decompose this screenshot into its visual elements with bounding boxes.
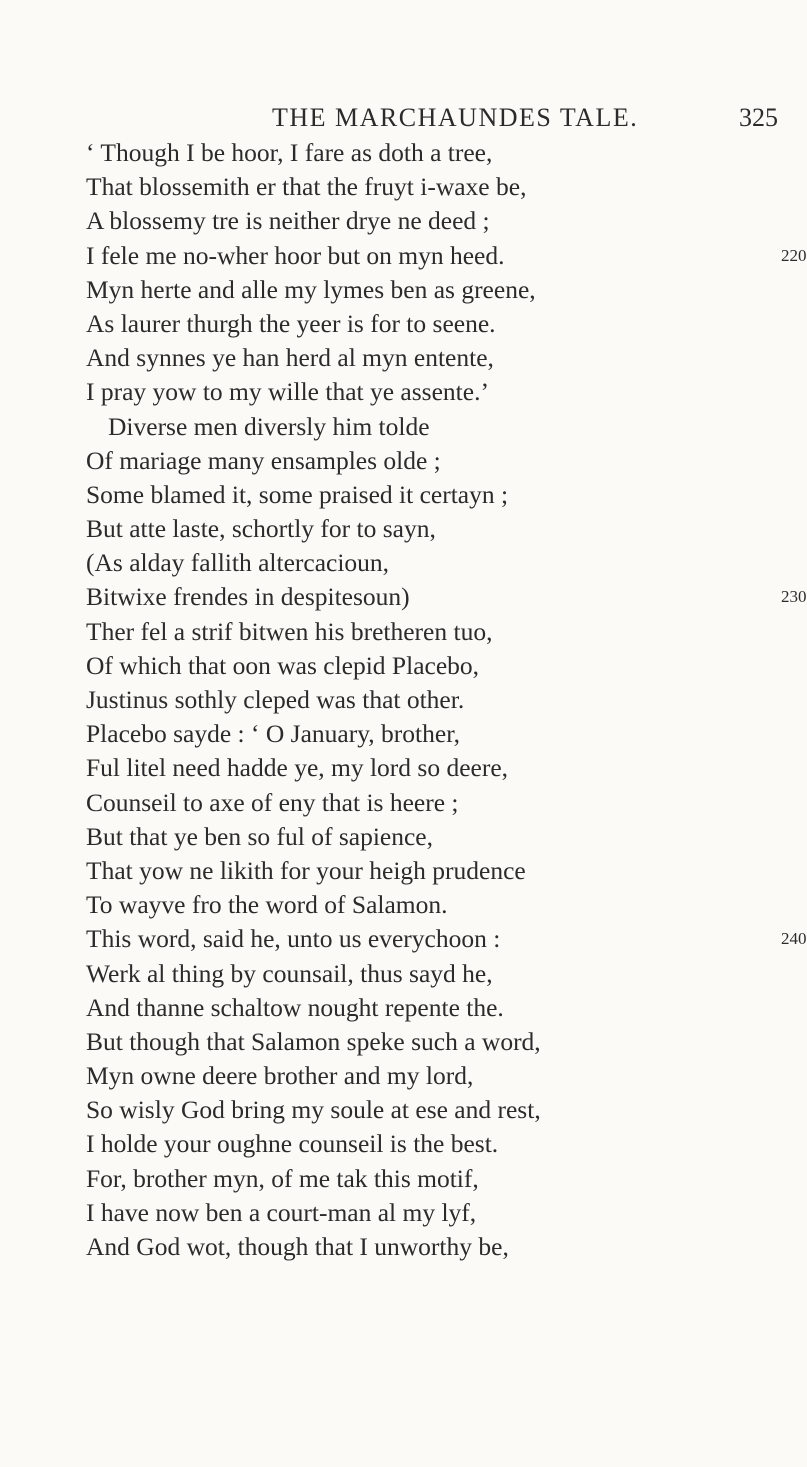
poem-line-text: Some blamed it, some praised it certayn ;	[86, 479, 509, 509]
poem-line	[86, 854, 716, 888]
poem-line-text: This word, said he, unto us everychoon :	[86, 924, 501, 954]
poem-line	[86, 204, 716, 238]
line-number: 230	[781, 587, 807, 607]
poem-line	[86, 683, 716, 717]
poem-line-text: Ful litel need hadde ye, my lord so deere,	[86, 753, 509, 783]
poem-line	[86, 1059, 716, 1093]
poem-line	[86, 1093, 716, 1127]
poem-line-text: To wayve fro the word of Salamon.	[86, 890, 448, 920]
poem-line-text: And God wot, though that I unworthy be,	[86, 1232, 509, 1261]
poem-line	[86, 751, 716, 785]
poem-line	[86, 546, 716, 580]
poem-line-text: But that ye ben so ful of sapience,	[86, 821, 433, 851]
poem-line	[86, 307, 716, 341]
poem-line	[86, 1127, 716, 1161]
poem-line	[86, 512, 716, 546]
poem-line-text: Of which that oon was clepid Placebo,	[86, 650, 480, 680]
page-number: 325	[739, 103, 778, 132]
poem-line-text: So wisly God bring my soule at ese and rest,	[86, 1095, 541, 1125]
poem-line-text: Myn herte and alle my lymes ben as greene,	[86, 274, 536, 304]
poem-line	[86, 888, 716, 922]
poem-line	[86, 649, 716, 683]
poem-line-text: Counseil to axe of eny that is heere ;	[86, 787, 459, 817]
line-number: 220	[781, 245, 807, 265]
poem-line-text: I fele me no-wher hoor but on myn heed.	[86, 240, 505, 270]
poem-line-text: That yow ne likith for your heigh prudence	[86, 855, 526, 885]
poem-line	[86, 1196, 716, 1230]
poem-line	[86, 615, 716, 649]
poem-line-text: And thanne schaltow nought repente the.	[86, 992, 504, 1022]
poem-line	[86, 375, 716, 409]
poem-line	[86, 239, 807, 273]
poem-line	[86, 170, 716, 204]
poem-line-text: ‘ Though I be hoor, I fare as doth a tree,	[86, 138, 493, 167]
poem-line-text: I holde your oughne counseil is the best.	[86, 1129, 499, 1159]
poem-line	[86, 580, 807, 614]
line-number: 240	[781, 929, 807, 949]
poem-line-text: (As alday fallith altercacioun,	[86, 548, 390, 578]
poem-line	[86, 820, 716, 854]
poem-line-text: I pray yow to my wille that ye assente.’	[86, 377, 489, 407]
poem-line-text: Of mariage many ensamples olde ;	[86, 445, 441, 475]
poem-line	[86, 922, 807, 956]
poem-text	[86, 136, 807, 1264]
poem-line	[86, 136, 716, 170]
poem-line	[86, 991, 716, 1025]
poem-line-text: Myn owne deere brother and my lord,	[86, 1061, 474, 1091]
poem-line-text: Placebo sayde : ‘ O January, brother,	[86, 719, 461, 749]
poem-line-text: Justinus sothly cleped was that other.	[86, 685, 465, 714]
poem-line	[86, 786, 716, 820]
poem-line	[86, 410, 716, 444]
poem-line-text: I have now ben a court-man al my lyf,	[86, 1197, 477, 1227]
poem-line-text: And synnes ye han herd al myn entente,	[86, 343, 494, 373]
poem-line	[86, 717, 716, 751]
poem-line	[86, 341, 716, 375]
poem-line	[86, 444, 716, 478]
poem-line-text: That blossemith er that the fruyt i-waxe be,	[86, 172, 527, 202]
poem-line-text: Diverse men diversly him tolde	[108, 411, 430, 441]
poem-line	[86, 1025, 716, 1059]
poem-line-text: But atte laste, schortly for to sayn,	[86, 514, 436, 544]
poem-line	[86, 957, 716, 991]
poem-line-text: As laurer thurgh the yeer is for to seene.	[86, 308, 496, 338]
poem-line	[86, 478, 716, 512]
poem-line-text: Ther fel a strif bitwen his bretheren tuo,	[86, 616, 493, 646]
poem-line-text: But though that Salamon speke such a word,	[86, 1026, 541, 1056]
poem-line-text: Werk al thing by counsail, thus sayd he,	[86, 958, 493, 988]
poem-line-text: A blossemy tre is neither drye ne deed ;	[86, 206, 490, 236]
poem-line-text: Bitwixe frendes in despitesoun)	[86, 582, 410, 612]
poem-line	[86, 1162, 716, 1196]
running-head-title: THE MARCHAUNDES TALE.	[272, 103, 639, 132]
poem-line	[86, 1230, 716, 1264]
poem-line-text: For, brother myn, of me tak this motif,	[86, 1163, 479, 1193]
poem-line	[86, 273, 716, 307]
